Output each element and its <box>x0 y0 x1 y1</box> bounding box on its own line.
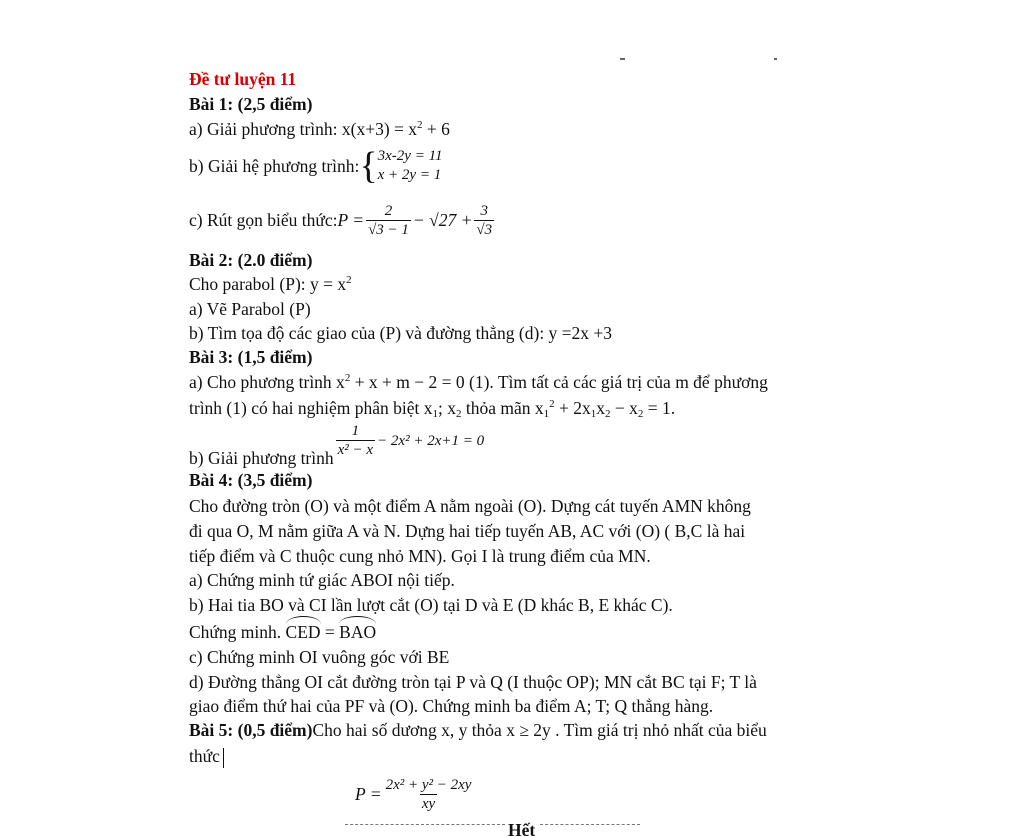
fraction-denominator: √3 − 1 <box>368 221 409 238</box>
fraction-denominator: x² − x <box>337 442 374 458</box>
page-mark <box>620 58 625 60</box>
bai1-a <box>189 118 450 140</box>
bai4-d1: d) Đường thẳng OI cắt đường tròn tại P và Q (I thuộc OP); MN cắt BC tại F; T là <box>189 672 757 692</box>
text: Chứng minh. <box>189 622 286 642</box>
text: = 1. <box>643 398 676 418</box>
bai1-c-label: c) Rút gọn biểu thức: <box>189 210 338 230</box>
bai2-intro-text: Cho parabol (P): y = x <box>189 274 347 294</box>
system-eq-1: 3x-2y = 11 <box>377 148 443 164</box>
divider <box>345 824 505 825</box>
bai2-heading: Bài 2: (2.0 điểm) <box>189 250 313 270</box>
bai4-c: c) Chứng minh OI vuông góc với BE <box>189 647 450 667</box>
text: + x + m − 2 = 0 (1). Tìm tất cả các giá trị của m để phương <box>350 372 768 392</box>
page-mark <box>774 58 777 60</box>
bai4-b2 <box>189 621 376 643</box>
text: x <box>596 398 605 418</box>
divider <box>540 824 640 825</box>
bai4-line2: đi qua O, M nằm giữa A và N. Dựng hai tiếp tuyến AB, AC với (O) ( B,C là hai <box>189 521 746 541</box>
bai3-a-line1 <box>189 371 768 393</box>
text: a) Cho phương trình x <box>189 372 345 392</box>
bai3-heading: Bài 3: (1,5 điểm) <box>189 347 313 367</box>
bai1-a-label: a) Giải phương trình: <box>189 119 342 139</box>
expression-middle: − √27 + <box>412 210 473 230</box>
exponent: 2 <box>549 398 555 410</box>
fraction <box>384 776 474 813</box>
bai4-b: b) Hai tia BO và CI lần lượt cắt (O) tại D và E (D khác B, E khác C). <box>189 595 673 615</box>
fraction-numerator: 3 <box>480 202 489 219</box>
text: ; x <box>437 398 456 418</box>
bai1-a-eq: x(x+3) = x <box>341 119 418 139</box>
fraction-numerator: 2x² + y² − 2xy <box>385 776 472 793</box>
exponent: 2 <box>346 274 352 286</box>
bai5-heading: Bài 5: (0,5 điểm) <box>189 720 313 740</box>
text: thức <box>189 746 220 766</box>
bai5-formula <box>355 770 475 818</box>
bai3-a-line2 <box>189 397 675 419</box>
bai4-d2: giao điểm thứ hai của PF và (O). Chứng minh ba điểm A; T; Q thẳng hàng. <box>189 696 714 716</box>
subscript: 1 <box>543 408 550 420</box>
fraction-denominator: √3 <box>476 221 493 238</box>
text: − x <box>610 398 638 418</box>
bai1-a-eq-right: + 6 <box>422 119 450 139</box>
bai5-text: Cho hai số dương x, y thỏa x ≥ 2y . Tìm giá trị nhỏ nhất của biểu <box>312 720 767 740</box>
system-eq-2: x + 2y = 1 <box>377 167 442 183</box>
subscript: 1 <box>590 408 597 420</box>
bai3-b <box>189 421 484 469</box>
fraction-numerator: 1 <box>351 423 360 439</box>
exponent: 2 <box>344 372 351 384</box>
fraction <box>474 202 494 239</box>
bai5-line2 <box>189 745 224 768</box>
fraction <box>366 202 411 239</box>
text: + 2x <box>554 398 591 418</box>
bai1-b <box>189 145 442 187</box>
fraction <box>336 422 375 459</box>
equation-system <box>378 147 443 185</box>
brace-icon: { <box>359 145 378 187</box>
bai2-intro <box>189 273 352 295</box>
text-cursor <box>223 748 224 768</box>
subscript: 2 <box>455 408 462 420</box>
subscript: 2 <box>637 408 644 420</box>
footer-end: Hết <box>508 822 536 837</box>
angle-bao: BAO <box>339 622 377 642</box>
equation <box>334 422 485 459</box>
bai2-a: a) Vẽ Parabol (P) <box>189 299 311 319</box>
bai4-heading: Bài 4: (3,5 điểm) <box>189 470 313 490</box>
bai1-heading: Bài 1: (2,5 điểm) <box>189 94 313 114</box>
var-p: P = <box>337 210 365 230</box>
var-p: P = <box>355 784 382 804</box>
fraction-denominator: xy <box>421 795 436 812</box>
bai4-a: a) Chứng minh tứ giác ABOI nội tiếp. <box>189 570 455 590</box>
subscript: 2 <box>605 408 611 420</box>
bai1-b-label: b) Giải hệ phương trình: <box>189 156 360 176</box>
text: thỏa mãn x <box>461 398 544 418</box>
angle-ced: CED <box>285 622 321 642</box>
text: trình (1) có hai nghiệm phân biệt x <box>189 398 433 418</box>
equation-rest: − 2x² + 2x+1 = 0 <box>377 432 485 449</box>
bai4-line3: tiếp điểm và C thuộc cung nhỏ MN). Gọi I là trung điểm của MN. <box>189 546 651 566</box>
exponent: 2 <box>417 119 423 131</box>
bai5-line1 <box>189 719 767 741</box>
text: = <box>320 622 340 642</box>
fraction-numerator: 2 <box>384 202 393 219</box>
page-title: Đề tư luyện 11 <box>189 69 297 89</box>
bai1-c <box>189 198 496 242</box>
bai4-line1: Cho đường tròn (O) và một điểm A nằm ngoài (O). Dựng cát tuyến AMN không <box>189 496 751 516</box>
subscript: 1 <box>432 408 438 420</box>
bai2-b: b) Tìm tọa độ các giao của (P) và đường thẳng (d): y =2x +3 <box>189 323 613 343</box>
bai3-b-label: b) Giải phương trình <box>189 448 334 468</box>
